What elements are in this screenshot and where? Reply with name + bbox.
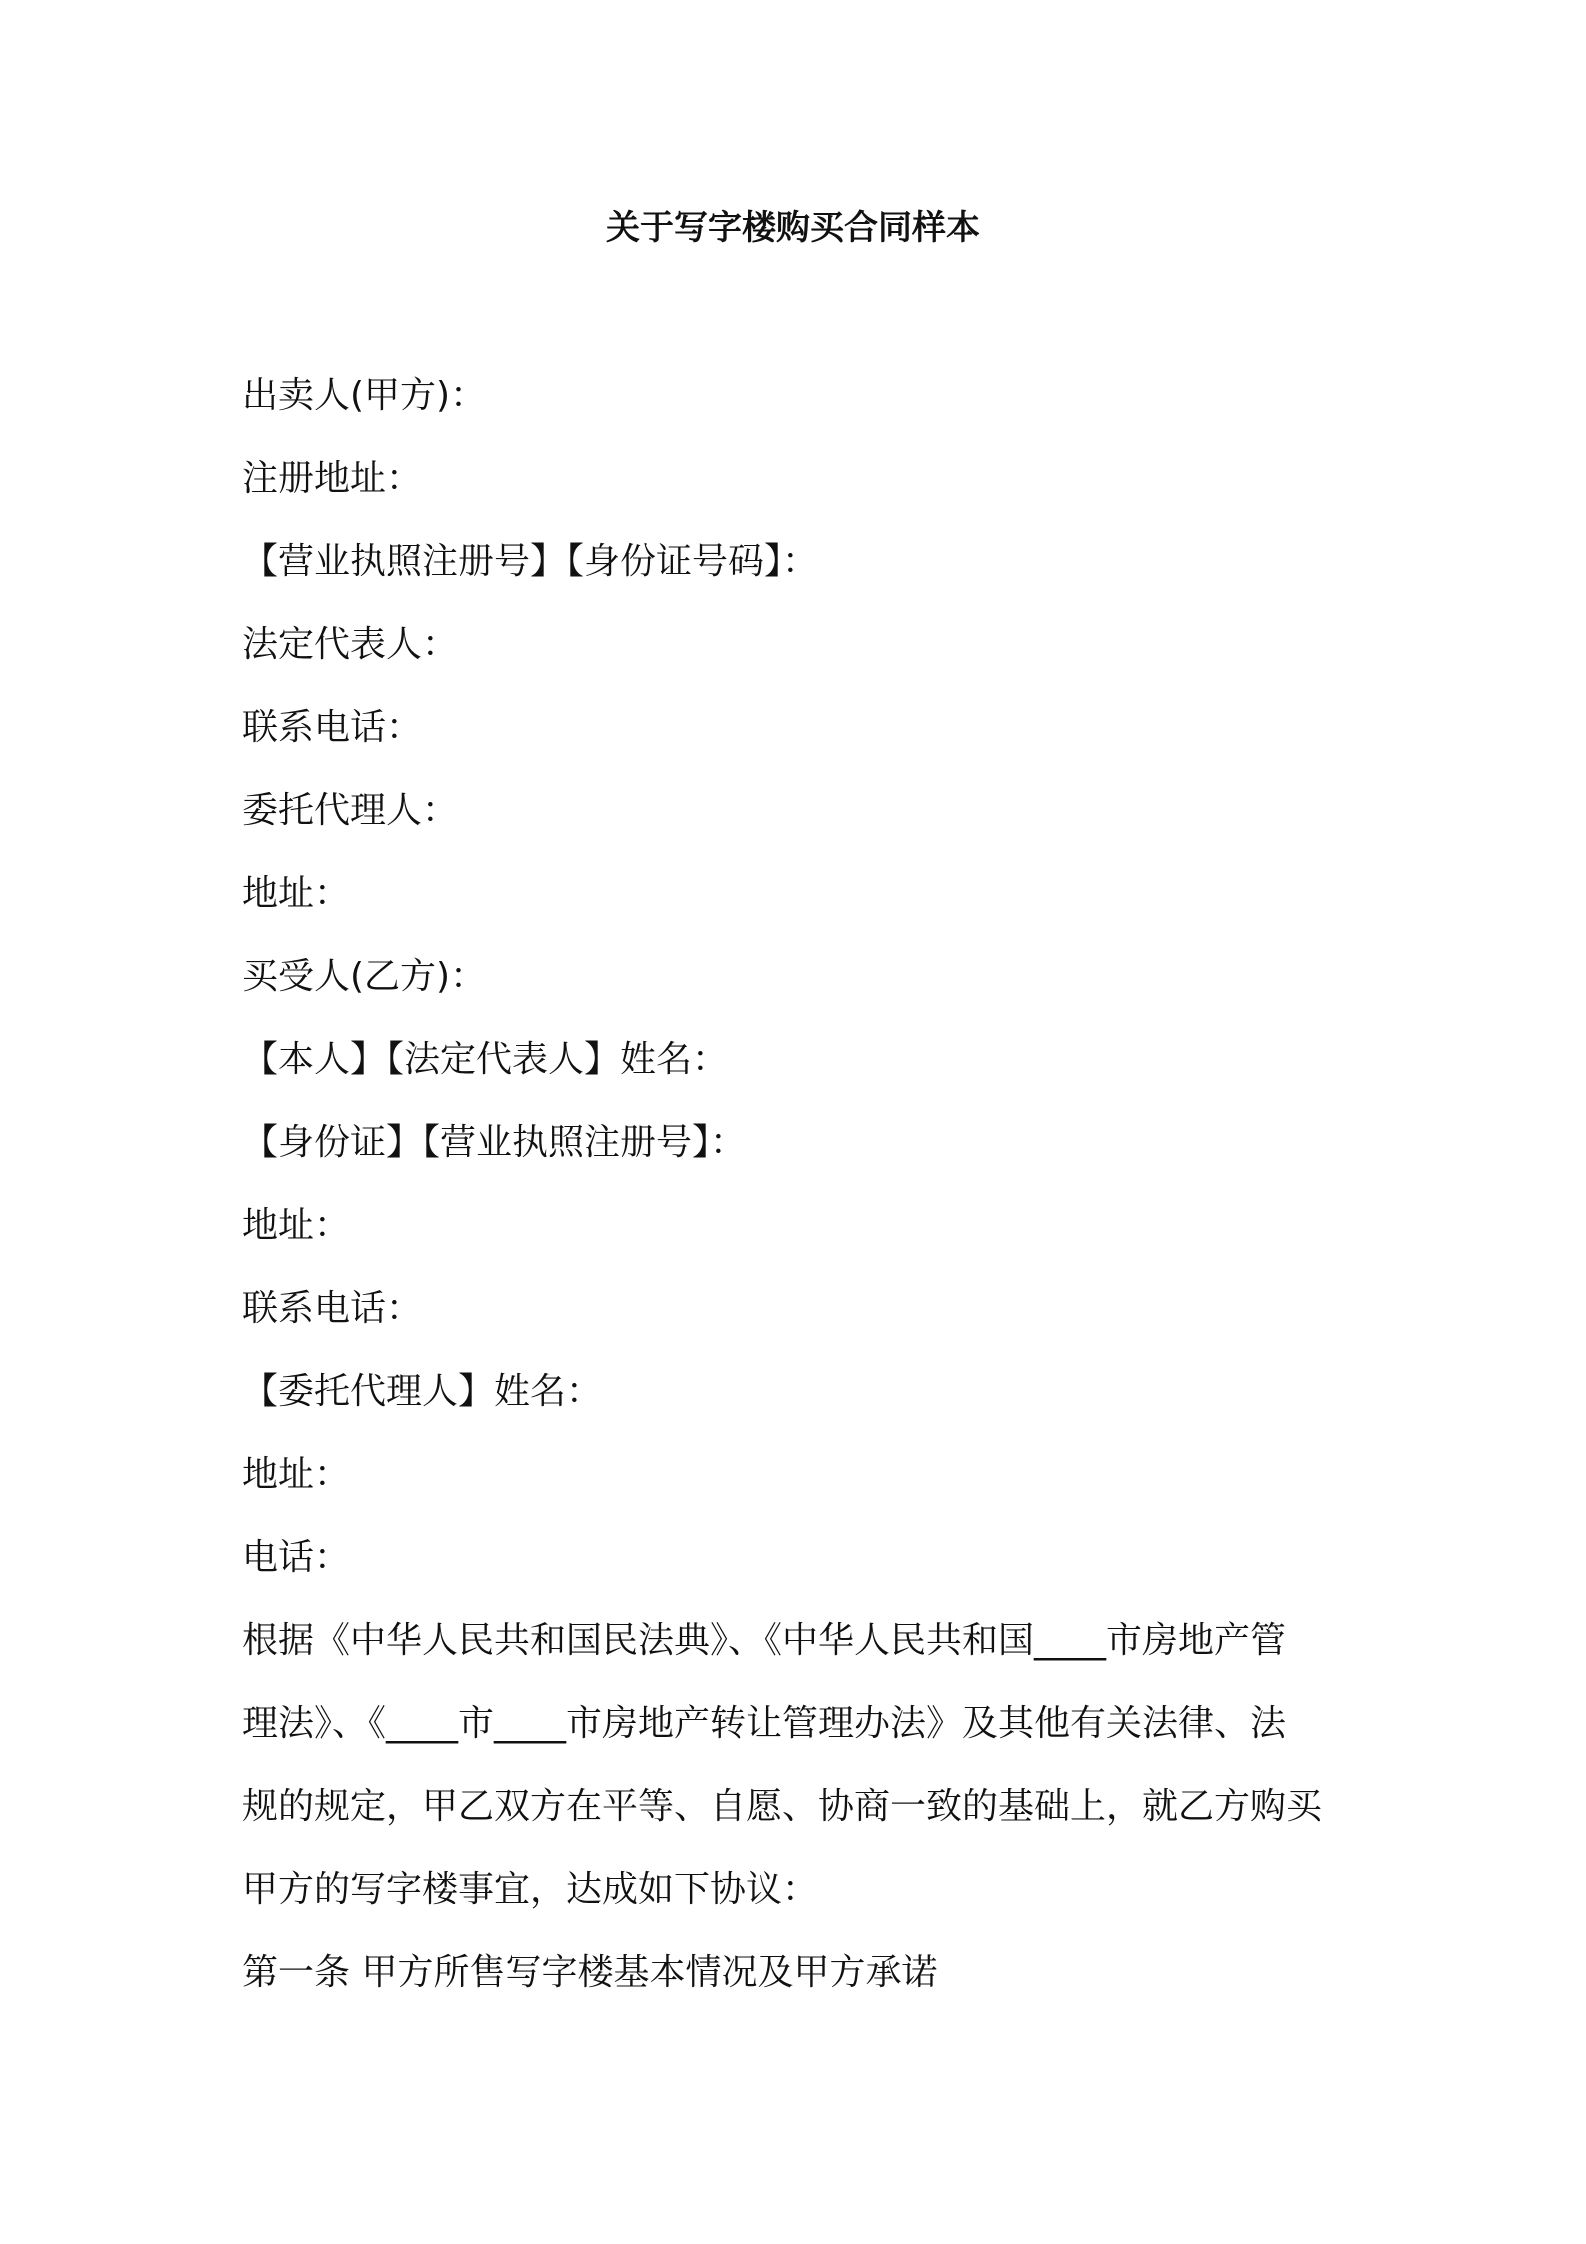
preamble-line: 理法》、《____市____市房地产转让管理办法》及其他有关法律、法: [242, 1703, 1287, 1744]
buyer-id-label: 【身份证】【营业执照注册号】：: [242, 1122, 747, 1163]
preamble-line: 规的规定，甲乙双方在平等、自愿、协商一致的基础上，就乙方购买: [242, 1786, 1323, 1827]
buyer-label: 买受人(乙方)：: [242, 956, 487, 997]
buyer-name-label: 【本人】【法定代表人】姓名：: [242, 1039, 729, 1080]
registered-address-label: 注册地址：: [242, 458, 423, 499]
party-a-agent-label: 委托代理人：: [242, 790, 459, 831]
party-a-phone-label: 联系电话：: [242, 707, 423, 748]
license-or-id-label: 【营业执照注册号】【身份证号码】：: [242, 541, 819, 582]
article-1-heading: 第一条 甲方所售写字楼基本情况及甲方承诺: [242, 1952, 938, 1993]
seller-label: 出卖人(甲方)：: [242, 375, 487, 416]
preamble-line: 甲方的写字楼事宜，达成如下协议：: [242, 1869, 819, 1910]
buyer-agent-name-label: 【委托代理人】姓名：: [242, 1371, 603, 1412]
buyer-phone-label: 联系电话：: [242, 1288, 423, 1329]
buyer-address-label: 地址：: [242, 1205, 351, 1246]
buyer-agent-tel-label: 电话：: [242, 1537, 351, 1578]
legal-rep-label: 法定代表人：: [242, 624, 459, 665]
buyer-agent-address-label: 地址：: [242, 1454, 351, 1495]
document-title: 关于写字楼购买合同样本: [606, 208, 980, 248]
preamble-line: 根据《中华人民共和国民法典》、《中华人民共和国____市房地产管: [242, 1620, 1287, 1661]
party-a-address-label: 地址：: [242, 873, 351, 914]
